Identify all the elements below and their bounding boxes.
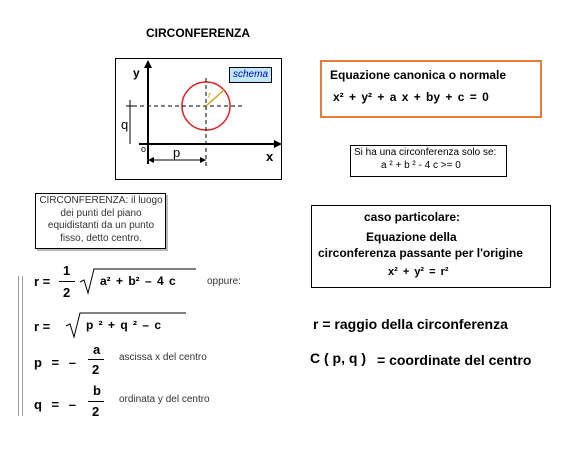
r1-radicand: a² + b² – 4 c xyxy=(100,274,176,288)
p-label: p xyxy=(173,145,181,160)
formula-margin-line xyxy=(18,276,23,416)
radius-definition: r = raggio della circonferenza xyxy=(313,316,508,332)
r1-fraction-bar xyxy=(59,281,75,282)
q-fraction-bar xyxy=(88,401,104,402)
y-axis-arrow xyxy=(144,60,152,68)
r1-denominator: 2 xyxy=(63,285,71,300)
condition-line2: a ² + b ² - 4 c >= 0 xyxy=(381,160,461,171)
origin-label: o xyxy=(141,144,147,154)
r-label: r xyxy=(208,90,211,100)
canonical-equation: x² + y² + a x + by + c = 0 xyxy=(333,90,489,104)
p-numerator: a xyxy=(93,342,101,357)
definition-text: CIRCONFERENZA: il luogo dei punti del piano equidistanti da un punto fisso, detto centro. xyxy=(39,195,163,244)
q-label: q xyxy=(121,117,129,132)
center-coordinates-label: = coordinate del centro xyxy=(377,352,532,368)
x-axis-arrow xyxy=(274,140,282,148)
q-lhs: q = – xyxy=(34,397,76,412)
r1-numerator: 1 xyxy=(63,263,71,278)
special-case-line3: circonferenza passante per l'origine xyxy=(318,246,523,260)
canonical-title: Equazione canonica o normale xyxy=(330,68,507,82)
p-lhs: p = – xyxy=(34,355,76,370)
x-label: x xyxy=(266,149,274,164)
r2-lhs: r = xyxy=(34,319,51,334)
special-case-line2: Equazione della xyxy=(366,230,457,244)
q-numerator: b xyxy=(93,383,101,398)
r1-lhs: r = xyxy=(34,274,51,289)
r2-radicand: p ² + q ² – c xyxy=(86,318,162,332)
page-title: CIRCONFERENZA xyxy=(146,26,250,40)
special-case-equation: x² + y² = r² xyxy=(388,266,449,278)
center-coordinates: C ( p, q ) xyxy=(310,350,366,366)
condition-line1: Si ha una circonferenza solo se: xyxy=(354,147,497,158)
p-fraction-bar xyxy=(88,359,104,360)
special-case-line1: caso particolare: xyxy=(364,210,461,224)
y-label: y xyxy=(133,66,140,80)
schema-tag: schema xyxy=(229,67,272,83)
p-note: ascissa x del centro xyxy=(119,352,207,363)
q-note: ordinata y del centro xyxy=(119,394,210,405)
p-denominator: 2 xyxy=(92,362,100,377)
r1-note: oppure: xyxy=(207,276,241,287)
q-denominator: 2 xyxy=(92,404,100,419)
